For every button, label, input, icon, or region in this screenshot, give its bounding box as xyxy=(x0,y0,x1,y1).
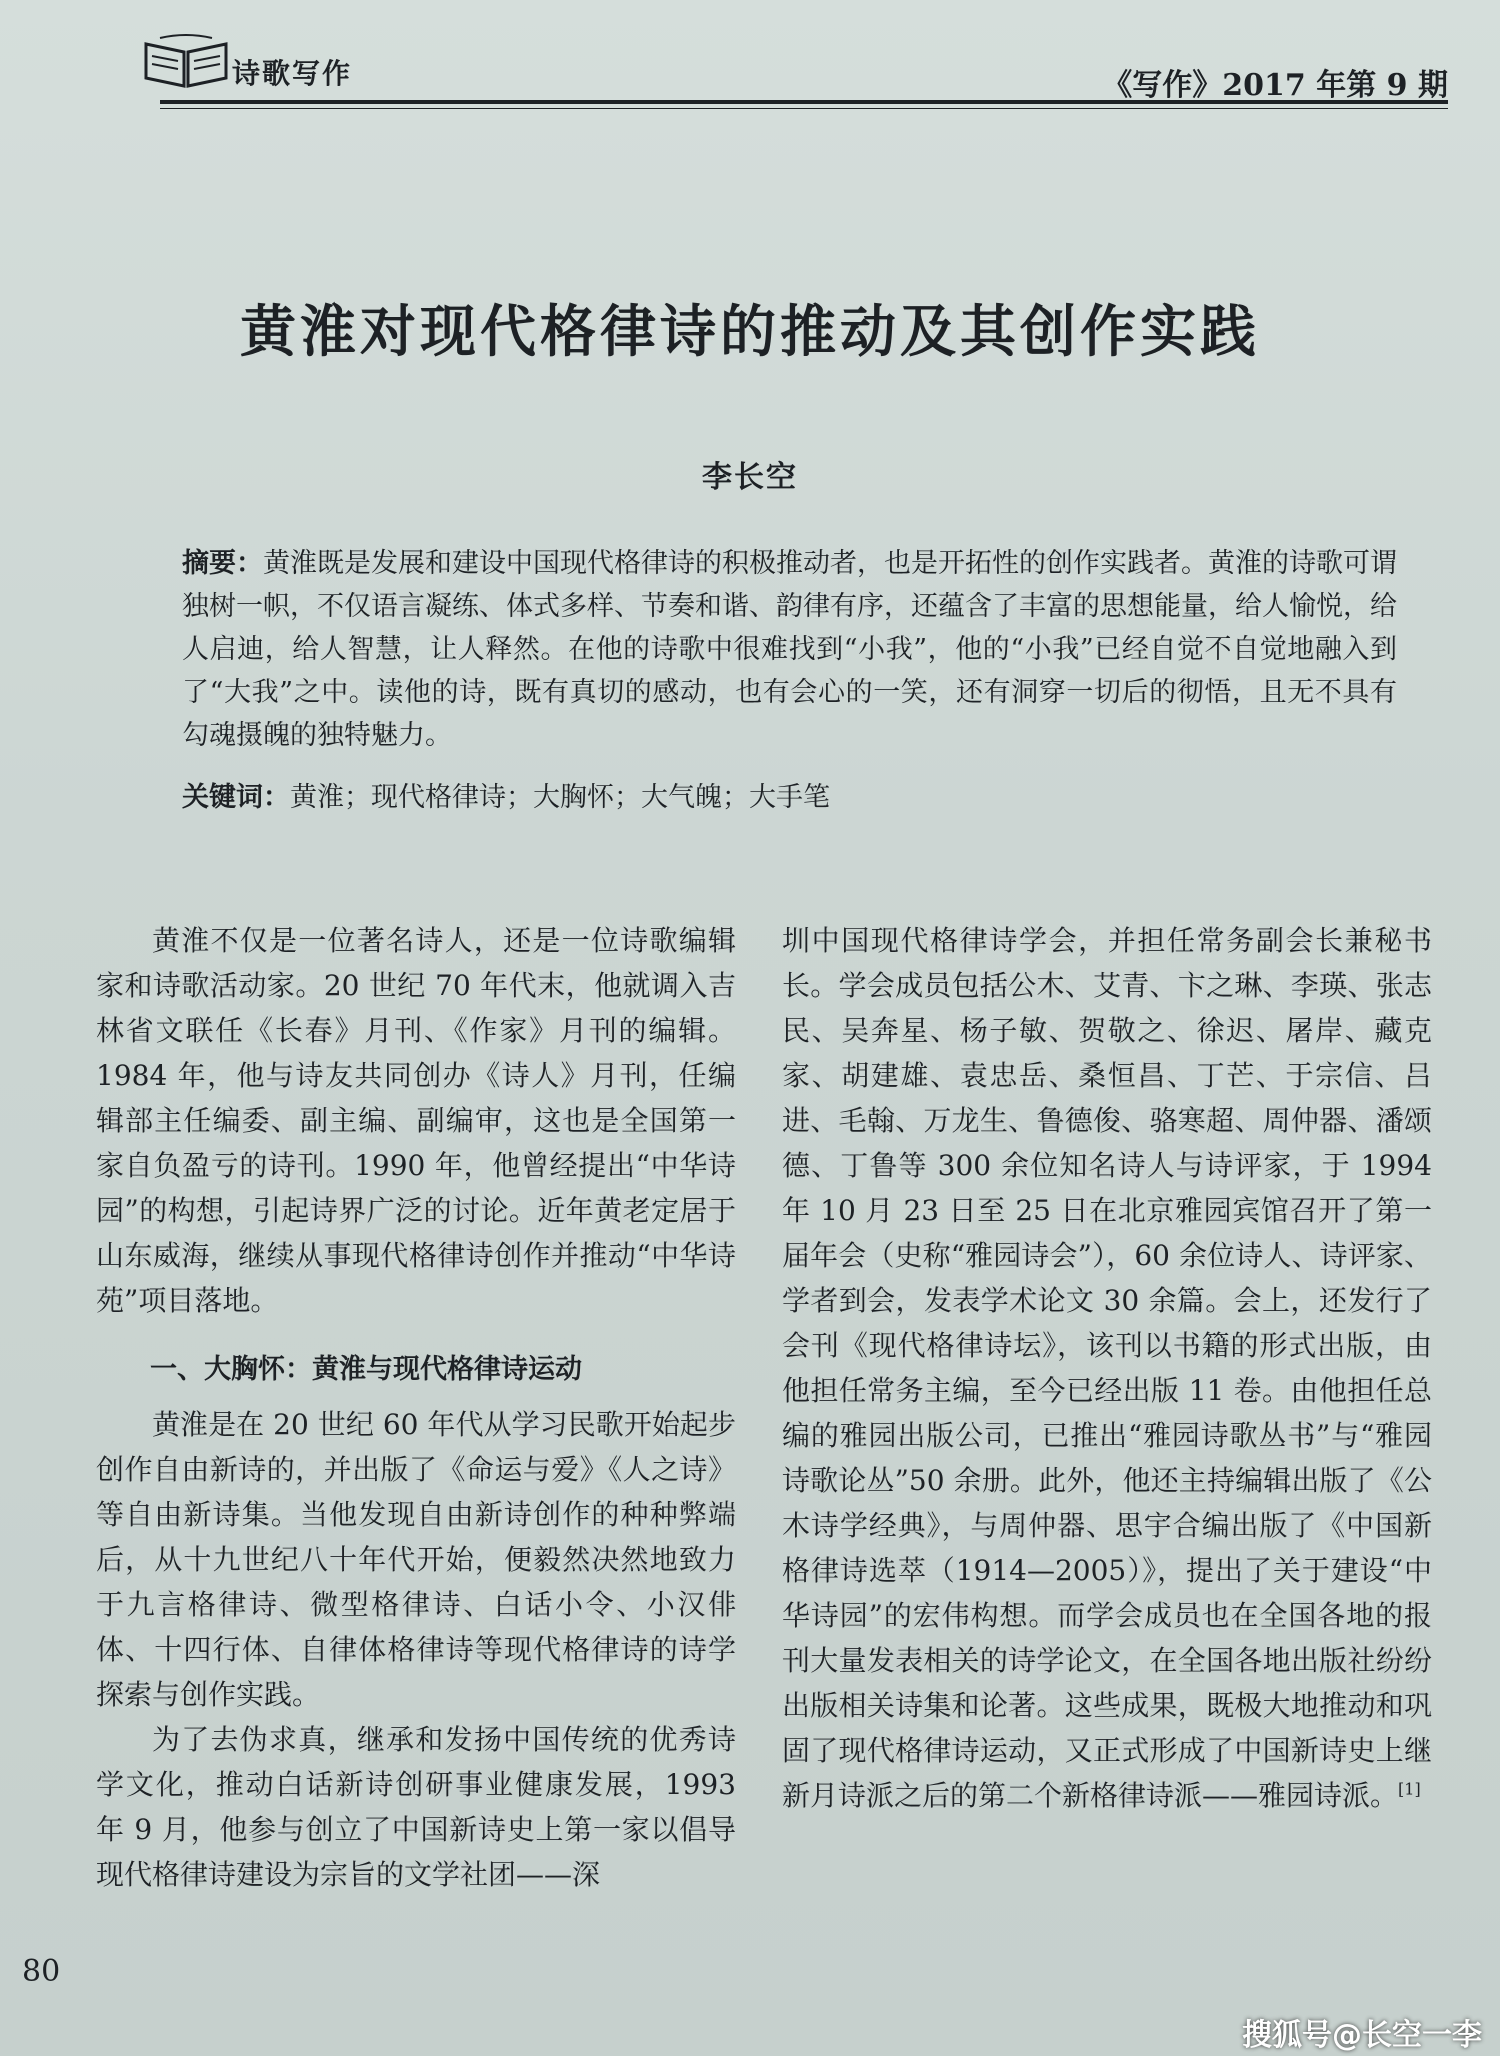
section-heading: 一、大胸怀：黄淮与现代格律诗运动 xyxy=(150,1354,582,1385)
keywords-label: 关键词： xyxy=(182,782,290,813)
keywords xyxy=(182,778,1397,818)
right-column xyxy=(782,918,1432,1818)
left-column xyxy=(96,918,736,1897)
abstract-text: 黄淮既是发展和建设中国现代格律诗的积极推动者，也是开拓性的创作实践者。黄淮的诗歌可谓独树一帜，不仅语言凝练、体式多样、节奏和谐、韵律有序，还蕴含了丰富的思想能量，给人愉悦，给人启迪，给人智慧，让人释然。在他的诗歌中很难找到“小我”，他的“小我”已经自觉不自觉地融入到了“大我”之中。读他的诗，既有真切的感动，也有会心的一笑，还有洞穿一切后的彻悟，且无不具有勾魂摄魄的独特魅力。 xyxy=(182,548,1397,751)
header-rule xyxy=(160,100,1448,104)
article-title: 黄淮对现代格律诗的推动及其创作实践 xyxy=(240,300,1260,365)
abstract-label: 摘要： xyxy=(182,548,263,579)
journal-issue: 《写作》2017 年第 9 期 xyxy=(1102,68,1448,103)
paragraph-text: 圳中国现代格律诗学会，并担任常务副会长兼秘书长。学会成员包括公木、艾青、卞之琳、李瑛、张志民、吴奔星、杨子敏、贺敬之、徐迟、屠岸、藏克家、胡建雄、袁忠岳、桑恒昌、丁芒、于宗信、吕进、毛翰、万龙生、鲁德俊、骆寒超、周仲器、潘颂德、丁鲁等 300 余位知名诗人与诗评家，于 1994 年 10 月 23 日至 25 日在北京雅园宾馆召开了第一届年会（史称“雅园诗会”），60 余位诗人、诗评家、学者到会，发表学术论文 30 余篇。会上，还发行了会刊《现代格律诗坛》，该刊以书籍的形式出版，由他担任常务主编，至今已经出版 11 卷。由他担任总编的雅园出版公司，已推出“雅园诗歌丛书”与“雅园诗歌论丛”50 余册。此外，他还主持编辑出版了《公木诗学经典》，与周仲器、思宇合编出版了《中国新格律诗选萃（1914—2005）》，提出了关于建设“中华诗园”的宏伟构想。而学会成员也在全国各地的报刊大量发表相关的诗学论文，在全国各地出版社纷纷出版相关诗集和论著。这些成果，既极大地推动和巩固了现代格律诗运动，又正式形成了中国新诗史上继新月诗派之后的第二个新格律诗派——雅园诗派。 xyxy=(782,924,1432,1812)
open-book-icon xyxy=(140,34,232,90)
section-name: 诗歌写作 xyxy=(232,57,353,90)
footnote-ref[interactable]: [1] xyxy=(1398,1779,1421,1799)
paragraph: 为了去伪求真，继承和发扬中国传统的优秀诗学文化，推动白话新诗创研事业健康发展，1993 年 9 月，他参与创立了中国新诗史上第一家以倡导现代格律诗建设为宗旨的文学社团——深 xyxy=(96,1723,736,1891)
paragraph xyxy=(782,918,1432,1818)
paragraph: 黄淮是在 20 世纪 60 年代从学习民歌开始起步创作自由新诗的，并出版了《命运与爱》《人之诗》等自由新诗集。当他发现自由新诗创作的种种弊端后，从十九世纪八十年代开始，便毅然决然地致力于九言格律诗、微型格律诗、白话小令、小汉俳体、十四行体、自律体格律诗等现代格律诗的诗学探索与创作实践。 xyxy=(96,1408,736,1711)
article-author: 李长空 xyxy=(702,460,798,495)
watermark: 搜狐号@长空一李 xyxy=(1242,2018,1482,2053)
keywords-text: 黄淮；现代格律诗；大胸怀；大气魄；大手笔 xyxy=(290,782,830,813)
header-rule-thin xyxy=(160,108,1448,109)
paragraph: 黄淮不仅是一位著名诗人，还是一位诗歌编辑家和诗歌活动家。20 世纪 70 年代末，他就调入吉林省文联任《长春》月刊、《作家》月刊的编辑。1984 年，他与诗友共同创办《诗人》月刊，任编辑部主任编委、副主编、副编审，这也是全国第一家自负盈亏的诗刊。1990 年，他曾经提出“中华诗园”的构想，引起诗界广泛的讨论。近年黄老定居于山东威海，继续从事现代格律诗创作并推动“中华诗苑”项目落地。 xyxy=(96,924,736,1317)
abstract xyxy=(182,542,1397,757)
page-number: 80 xyxy=(22,1954,61,1989)
